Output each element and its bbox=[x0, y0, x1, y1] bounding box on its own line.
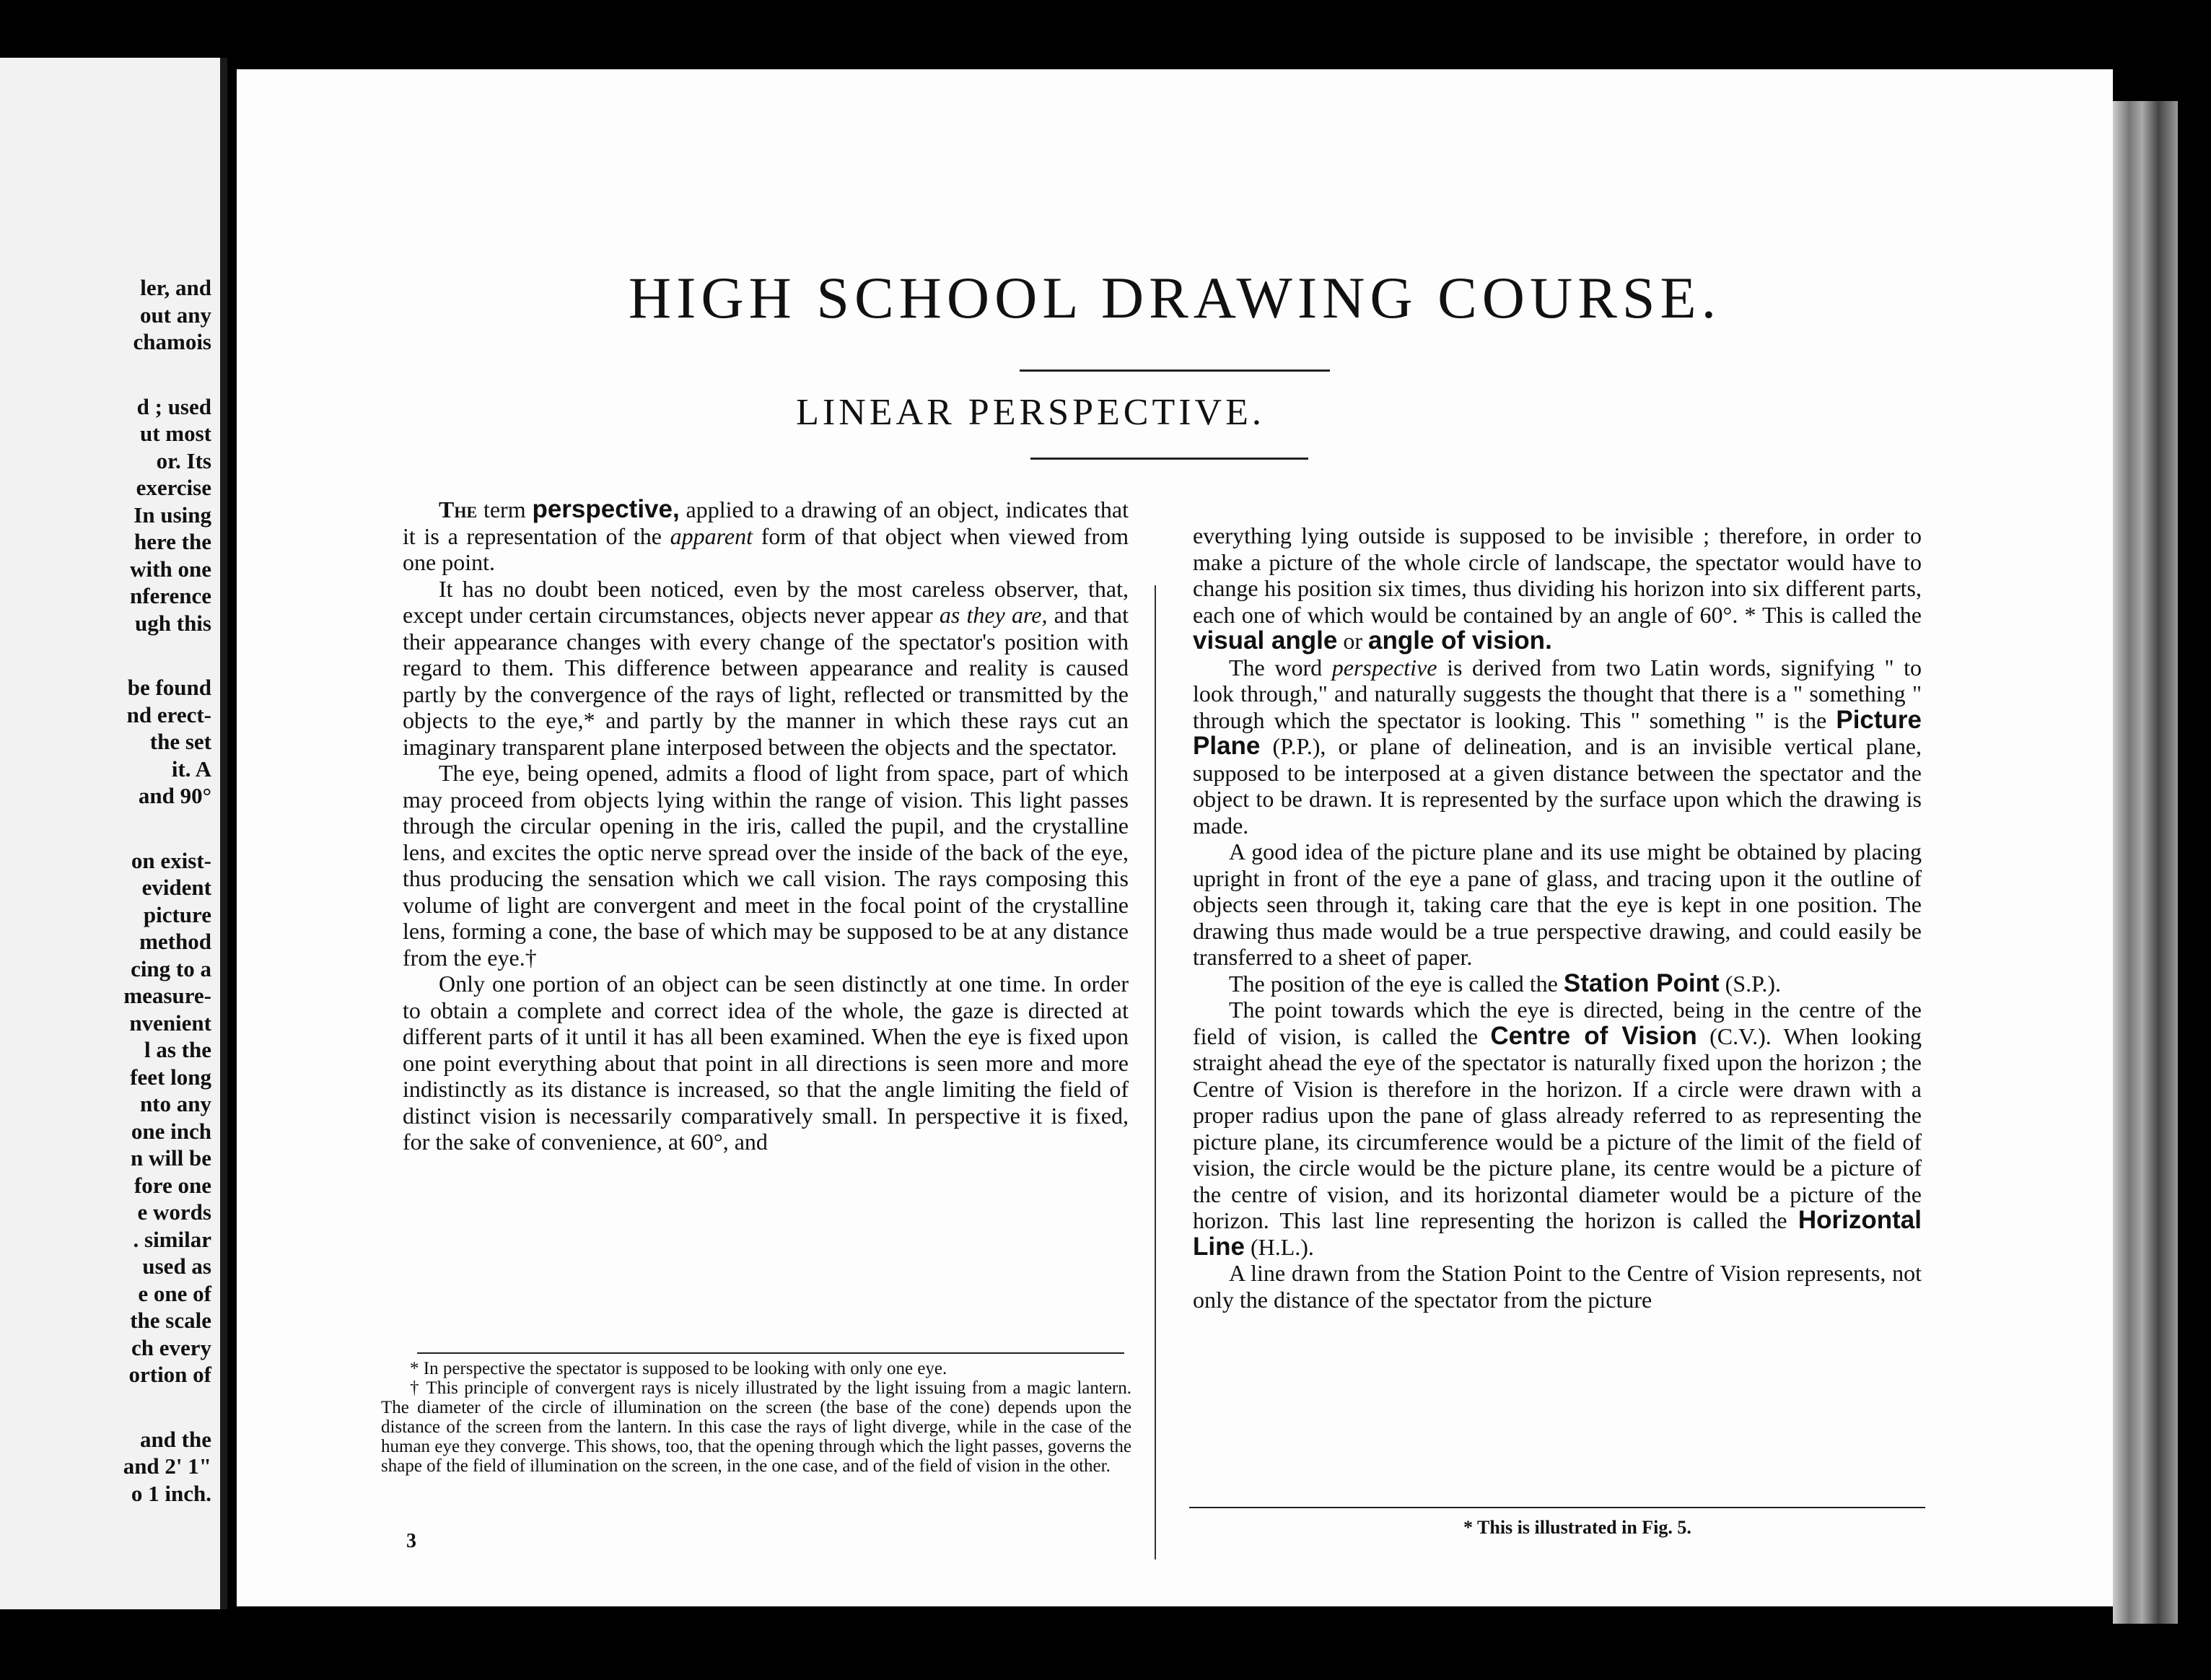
left-page-line: ler, and bbox=[140, 275, 211, 300]
left-page-line: it. A bbox=[171, 756, 211, 782]
column-divider bbox=[1155, 585, 1156, 1559]
book-spine-edge bbox=[2113, 101, 2178, 1624]
left-page-line: chamois bbox=[133, 329, 211, 354]
paragraph: A good idea of the picture plane and its use might be obtained by placing upright in front of the eye a pane of glass, and tracing upon it the outline of objects seen through it, taking care that the eye is kept in one position. The drawing thus made would be a true perspective drawing, and could easily be transferred to a sheet of paper. bbox=[1193, 839, 1922, 970]
page-title: HIGH SCHOOL DRAWING COURSE. bbox=[628, 265, 1722, 331]
left-page-line: o 1 inch. bbox=[131, 1480, 211, 1506]
page-number: 3 bbox=[406, 1530, 416, 1552]
left-page-gap bbox=[0, 356, 211, 393]
paragraph: The eye, being opened, admits a flood of light from space, part of which may proceed from objects lying within the range of vision. This light passes through the circular opening in the iris, called the pupil, and the crystalline lens, and excites the optic nerve spread over the inside of the back of the eye, thus producing the sensation which we call vision. The rays composing this volume of light are convergent and meet in the focal point of the crystalline lens, forming a cone, the base of which may be supposed to be at any distance from the eye.† bbox=[403, 760, 1129, 971]
left-page-line: nference bbox=[129, 583, 211, 608]
left-page-line: here the bbox=[133, 529, 211, 554]
left-page-line: method bbox=[139, 929, 211, 954]
left-page-gap bbox=[0, 636, 211, 674]
footnote: † This principle of convergent rays is nicely illustrated by the light issuing from a magic lantern. The diameter of the circle of illumination on the screen (the base of the cone) depends upon the distance of the screen from the lantern. In this case the rays of light diverge, while in the case of the human eye they converge. This shows, too, that the opening through which the light passes, governs the shape of the field of illumination on the screen, in the one case, and of the field of vision in the other. bbox=[381, 1378, 1131, 1476]
paragraph: The term perspective, applied to a drawing of an object, indicates that it is a representation of the apparent form of that object when viewed from one point. bbox=[403, 495, 1129, 575]
right-column bbox=[1193, 522, 1922, 1313]
left-page-line: e one of bbox=[138, 1280, 211, 1306]
left-page-line: exercise bbox=[136, 475, 211, 500]
left-page-text-fragments bbox=[0, 274, 211, 1507]
left-page-line: d ; used bbox=[136, 393, 211, 419]
left-page-line: nd erect- bbox=[126, 701, 211, 727]
left-page-line: used as bbox=[142, 1254, 211, 1279]
left-page-line: evident bbox=[141, 875, 211, 900]
paragraph: The word perspective is derived from two Latin words, signifying " to look through," and naturally suggests the thought that there is a " something " through which the spectator is looking. This " something " is the Picture Plane (P.P.), or plane of delineation, and is an invisible vertical plane, supposed to be interposed at a given distance between the spectator and the object to be drawn. It is represented by the surface upon which the drawing is made. bbox=[1193, 654, 1922, 839]
left-page-line: nto any bbox=[139, 1091, 211, 1116]
left-page-gutter bbox=[220, 58, 227, 1609]
left-page-line: out any bbox=[139, 302, 211, 328]
footnote: * In perspective the spectator is supposed to be looking with only one eye. bbox=[410, 1359, 947, 1378]
title-rule bbox=[1020, 369, 1330, 372]
left-page-edge bbox=[0, 58, 227, 1609]
footnotes bbox=[381, 1359, 1131, 1476]
left-page-line: l as the bbox=[144, 1037, 211, 1062]
left-page-line: be found bbox=[127, 675, 211, 700]
paragraph: Only one portion of an object can be seen distinctly at one time. In order to obtain a complete and correct idea of the whole, the gaze is directed at different parts of it until it has all been examined. When the eye is fixed upon one point everything about that point in all directions is seen more and more indistinctly as its distance is increased, so that the angle limiting the field of distinct vision is necessarily comparatively small. In perspective it is fixed, for the sake of convenience, at 60°, and bbox=[403, 971, 1129, 1155]
left-page-line: ut most bbox=[139, 421, 211, 446]
left-page-gap bbox=[0, 1388, 211, 1426]
left-page-line: and 2' 1" bbox=[123, 1453, 211, 1479]
left-page-line: with one bbox=[130, 556, 211, 582]
left-page-line: ugh this bbox=[135, 610, 211, 636]
left-page-line: picture bbox=[143, 901, 211, 927]
paragraph: The point towards which the eye is directed, being in the centre of the field of vision, is called the Centre of Vision (C.V.). When looking straight ahead the eye of the spectator is naturally fixed upon the horizon ; the Centre of Vision is therefore in the horizon. If a circle were drawn with a proper radius upon the pane of glass already referred to as representing the picture plane, its circumference would be a picture of the limit of the field of vision, the circle would be the picture plane, its centre would be a picture of the centre of vision, and its horizontal diameter would be a picture of the horizon. This last line representing the horizon is called the Horizontal Line (H.L.). bbox=[1193, 997, 1922, 1261]
left-page-gap bbox=[0, 810, 211, 847]
left-page-line: and the bbox=[139, 1426, 211, 1452]
paragraph: The position of the eye is called the Station Point (S.P.). bbox=[1229, 968, 1782, 997]
left-page-line: nvenient bbox=[129, 1010, 211, 1036]
left-page-line: ortion of bbox=[128, 1362, 211, 1387]
left-page-line: ch every bbox=[131, 1334, 211, 1360]
left-page-line: one inch bbox=[131, 1118, 211, 1144]
left-page-line: the scale bbox=[130, 1308, 211, 1333]
left-page-line: measure- bbox=[123, 983, 211, 1008]
left-column bbox=[403, 496, 1129, 1155]
left-page-line: or. Its bbox=[156, 447, 211, 473]
left-page-line: e words bbox=[137, 1199, 211, 1225]
left-page-line: fore one bbox=[133, 1172, 211, 1198]
left-page-line: In using bbox=[133, 502, 211, 528]
left-page-line: feet long bbox=[130, 1064, 211, 1090]
paragraph: It has no doubt been noticed, even by the most careless observer, that, except under certain circumstances, objects never appear as they are, and that their appearance changes with every change of the spectator's position with regard to them. This difference between appearance and reality is caused partly by the convergence of the rays of light, reflected or transmitted by the objects to the eye,* and partly by the manner in which these rays cut an imaginary transparent plane interposed between the objects and the spectator. bbox=[403, 575, 1129, 760]
left-page-line: cing to a bbox=[131, 955, 211, 981]
section-title: LINEAR PERSPECTIVE. bbox=[796, 392, 1265, 433]
left-page-line: . similar bbox=[133, 1226, 211, 1252]
book-page bbox=[237, 69, 2113, 1606]
footnote-rule bbox=[417, 1352, 1124, 1354]
left-page-line: the set bbox=[149, 729, 211, 754]
footnote-rule bbox=[1189, 1507, 1925, 1508]
paragraph: A line drawn from the Station Point to the Centre of Vision represents, not only the distance of the spectator from the picture bbox=[1193, 1260, 1922, 1313]
subtitle-rule bbox=[1030, 458, 1308, 460]
footnote: * This is illustrated in Fig. 5. bbox=[1463, 1517, 1691, 1538]
left-page-line: n will be bbox=[131, 1145, 211, 1171]
left-page-line: and 90° bbox=[138, 783, 211, 808]
left-page-line: on exist- bbox=[131, 847, 211, 873]
paragraph: everything lying outside is supposed to be invisible ; therefore, in order to make a picture of the whole circle of landscape, the spectator would have to change his position six times, thus dividing his horizon into six different parts, each one of which would be contained by an angle of 60°. * This is called the visual angle or angle of vision. bbox=[1193, 522, 1922, 655]
